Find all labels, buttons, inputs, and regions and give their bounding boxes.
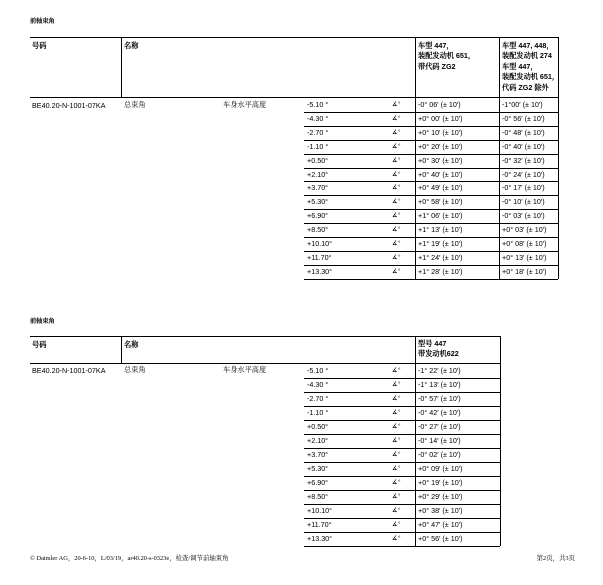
table-2-header-col-a: 型号 447 带发动机622 xyxy=(418,339,459,359)
table-2-top-border xyxy=(30,336,500,337)
table-2-right-border xyxy=(500,336,501,546)
row-value-a: -0° 27′ (± 10′) xyxy=(418,422,461,431)
row-height-value: +10.10° xyxy=(307,506,333,515)
row-value-b: -1°00′ (± 10′) xyxy=(502,100,543,109)
row-divider xyxy=(304,462,500,463)
table-1-top-border xyxy=(30,37,558,38)
row-height-value: +5.30° xyxy=(307,197,329,207)
row-height-value: +8.50° xyxy=(307,492,329,501)
row-value-a: +0° 00′ (± 10′) xyxy=(418,113,463,123)
table-1-header-name: 名称 xyxy=(124,41,139,50)
table-1-code: BE40.20-N-1001-07KA xyxy=(32,101,106,110)
angle-icon: ∡° xyxy=(392,212,401,220)
row-divider xyxy=(304,490,500,491)
table-2-sep-a xyxy=(415,336,416,546)
row-value-b: +0° 18′ (± 10′) xyxy=(502,266,547,276)
row-divider xyxy=(304,168,558,169)
table-1-header-col-b: 车型 447, 448， 装配发动机 274 车型 447， 装配发动机 651， 代码 ZG2 除外 xyxy=(502,41,560,92)
table-1-header-col-a: 车型 447， 装配发动机 651， 带代码 ZG2 xyxy=(418,41,476,71)
table-1-sep-a xyxy=(415,37,416,279)
angle-icon: ∡° xyxy=(392,535,401,542)
row-divider xyxy=(304,140,558,141)
row-value-a: +1° 19′ (± 10′) xyxy=(418,239,463,248)
row-divider xyxy=(304,504,500,505)
row-height-value: +13.30° xyxy=(307,266,333,276)
table-2-sep-name xyxy=(121,336,122,363)
row-divider xyxy=(304,181,558,182)
row-value-b: -0° 24′ (± 10′) xyxy=(502,169,545,179)
row-divider xyxy=(304,195,558,196)
angle-icon: ∡° xyxy=(392,170,401,178)
row-divider xyxy=(304,378,500,379)
row-value-b: +0° 13′ (± 10′) xyxy=(502,252,547,262)
row-divider xyxy=(304,518,500,519)
row-value-a: +0° 58′ (± 10′) xyxy=(418,197,463,207)
table-1-header-bottom xyxy=(30,97,558,98)
row-value-a: +0° 10′ (± 10′) xyxy=(418,127,463,137)
row-value-a: +1° 24′ (± 10′) xyxy=(418,252,463,262)
row-value-a: -0° 57′ (± 10′) xyxy=(418,394,461,403)
table-2-name: 总束角 xyxy=(124,366,146,374)
angle-icon: ∡° xyxy=(392,409,401,416)
table-2-header-bottom xyxy=(30,363,500,364)
table-1-subname: 车身水平高度 xyxy=(223,101,267,109)
row-height-value: -1.10 ° xyxy=(307,141,329,151)
row-height-value: +13.30° xyxy=(307,534,333,543)
row-height-value: -4.30 ° xyxy=(307,380,329,389)
row-height-value: +6.90° xyxy=(307,211,329,221)
row-height-value: +2.10° xyxy=(307,436,329,445)
table-2 xyxy=(30,336,500,546)
angle-icon: ∡° xyxy=(392,142,401,150)
angle-icon: ∡° xyxy=(392,253,401,261)
row-divider xyxy=(304,546,500,547)
row-value-b: -0° 40′ (± 10′) xyxy=(502,141,545,151)
row-height-value: +0.50° xyxy=(307,422,329,431)
row-height-value: +8.50° xyxy=(307,225,329,235)
row-height-value: +10.10° xyxy=(307,239,333,248)
row-value-b: -0° 48′ (± 10′) xyxy=(502,127,545,137)
row-height-value: -2.70 ° xyxy=(307,127,329,137)
row-value-b: -0° 17′ (± 10′) xyxy=(502,183,545,193)
row-value-a: +0° 09′ (± 10′) xyxy=(418,464,463,473)
row-height-value: +3.70° xyxy=(307,450,329,459)
row-height-value: +6.90° xyxy=(307,478,329,487)
angle-icon: ∡° xyxy=(392,198,401,206)
row-divider xyxy=(304,154,558,155)
row-height-value: -5.10 ° xyxy=(307,100,329,109)
row-height-value: +3.70° xyxy=(307,183,329,193)
row-divider xyxy=(304,279,558,280)
section-title-2: 前轴束角 xyxy=(30,318,55,325)
row-height-value: -4.30 ° xyxy=(307,113,329,123)
section-title-1: 前轴束角 xyxy=(30,18,55,25)
table-2-header-name: 名称 xyxy=(124,340,139,349)
row-value-a: +1° 28′ (± 10′) xyxy=(418,266,463,276)
row-value-b: -0° 03′ (± 10′) xyxy=(502,211,545,221)
row-value-b: +0° 03′ (± 10′) xyxy=(502,225,547,235)
row-height-value: -5.10 ° xyxy=(307,366,329,375)
footer-copyright: © Daimler AG，20-6-10，L/03/19，ar40.20-s-0323e，检查/调节前轴束角 xyxy=(30,555,229,562)
angle-icon: ∡° xyxy=(392,267,401,275)
row-value-b: -0° 10′ (± 10′) xyxy=(502,197,545,207)
angle-icon: ∡° xyxy=(392,101,401,108)
angle-icon: ∡° xyxy=(392,156,401,164)
row-value-a: +0° 30′ (± 10′) xyxy=(418,155,463,165)
row-divider xyxy=(304,434,500,435)
row-height-value: -1.10 ° xyxy=(307,408,329,417)
angle-icon: ∡° xyxy=(392,114,401,122)
row-height-value: +0.50° xyxy=(307,155,329,165)
angle-icon: ∡° xyxy=(392,226,401,234)
row-divider xyxy=(304,251,558,252)
table-2-header-code: 号码 xyxy=(32,340,47,349)
table-1-name: 总束角 xyxy=(124,101,146,109)
table-1-sep-name xyxy=(121,37,122,97)
angle-icon: ∡° xyxy=(392,184,401,192)
row-value-a: -1° 13′ (± 10′) xyxy=(418,380,461,389)
footer-page-number: 第2页，共3页 xyxy=(536,555,575,562)
table-2-code: BE40.20-N-1001-07KA xyxy=(32,366,106,375)
table-1-sep-b xyxy=(499,37,500,279)
row-divider xyxy=(304,476,500,477)
row-value-a: +0° 49′ (± 10′) xyxy=(418,183,463,193)
row-divider xyxy=(304,237,558,238)
row-divider xyxy=(304,112,558,113)
table-1 xyxy=(30,37,558,279)
row-divider xyxy=(304,126,558,127)
row-value-a: -0° 14′ (± 10′) xyxy=(418,436,461,445)
angle-icon: ∡° xyxy=(392,367,401,374)
table-1-header-code: 号码 xyxy=(32,41,47,50)
angle-icon: ∡° xyxy=(392,521,401,528)
row-value-a: +0° 38′ (± 10′) xyxy=(418,506,463,515)
row-value-a: -0° 42′ (± 10′) xyxy=(418,408,461,417)
row-height-value: -2.70 ° xyxy=(307,394,329,403)
angle-icon: ∡° xyxy=(392,395,401,402)
row-value-a: -0° 02′ (± 10′) xyxy=(418,450,461,459)
row-value-a: +0° 56′ (± 10′) xyxy=(418,534,463,543)
row-value-a: -1° 22′ (± 10′) xyxy=(418,366,461,375)
row-value-a: +0° 29′ (± 10′) xyxy=(418,492,463,501)
table-2-subname: 车身水平高度 xyxy=(223,366,267,374)
row-value-a: +0° 47′ (± 10′) xyxy=(418,520,463,529)
row-height-value: +11.70° xyxy=(307,252,332,262)
row-height-value: +11.70° xyxy=(307,520,332,529)
row-value-a: +1° 06′ (± 10′) xyxy=(418,211,463,221)
row-value-a: +0° 19′ (± 10′) xyxy=(418,478,463,487)
row-divider xyxy=(304,420,500,421)
angle-icon: ∡° xyxy=(392,437,401,444)
row-divider xyxy=(304,448,500,449)
row-value-a: +0° 20′ (± 10′) xyxy=(418,141,463,151)
angle-icon: ∡° xyxy=(392,479,401,486)
row-divider xyxy=(304,532,500,533)
row-value-a: +0° 40′ (± 10′) xyxy=(418,169,463,179)
angle-icon: ∡° xyxy=(392,451,401,458)
angle-icon: ∡° xyxy=(392,240,401,247)
row-divider xyxy=(304,265,558,266)
angle-icon: ∡° xyxy=(392,507,401,514)
row-value-a: +1° 13′ (± 10′) xyxy=(418,225,463,235)
row-value-b: -0° 32′ (± 10′) xyxy=(502,155,545,165)
row-divider xyxy=(304,209,558,210)
angle-icon: ∡° xyxy=(392,465,401,472)
row-height-value: +5.30° xyxy=(307,464,329,473)
angle-icon: ∡° xyxy=(392,423,401,430)
row-divider xyxy=(304,223,558,224)
row-value-a: -0° 06′ (± 10′) xyxy=(418,100,461,109)
row-value-b: -0° 56′ (± 10′) xyxy=(502,113,545,123)
row-divider xyxy=(304,392,500,393)
angle-icon: ∡° xyxy=(392,493,401,500)
angle-icon: ∡° xyxy=(392,128,401,136)
row-height-value: +2.10° xyxy=(307,169,329,179)
row-divider xyxy=(304,406,500,407)
row-value-b: +0° 08′ (± 10′) xyxy=(502,239,547,248)
angle-icon: ∡° xyxy=(392,381,401,388)
